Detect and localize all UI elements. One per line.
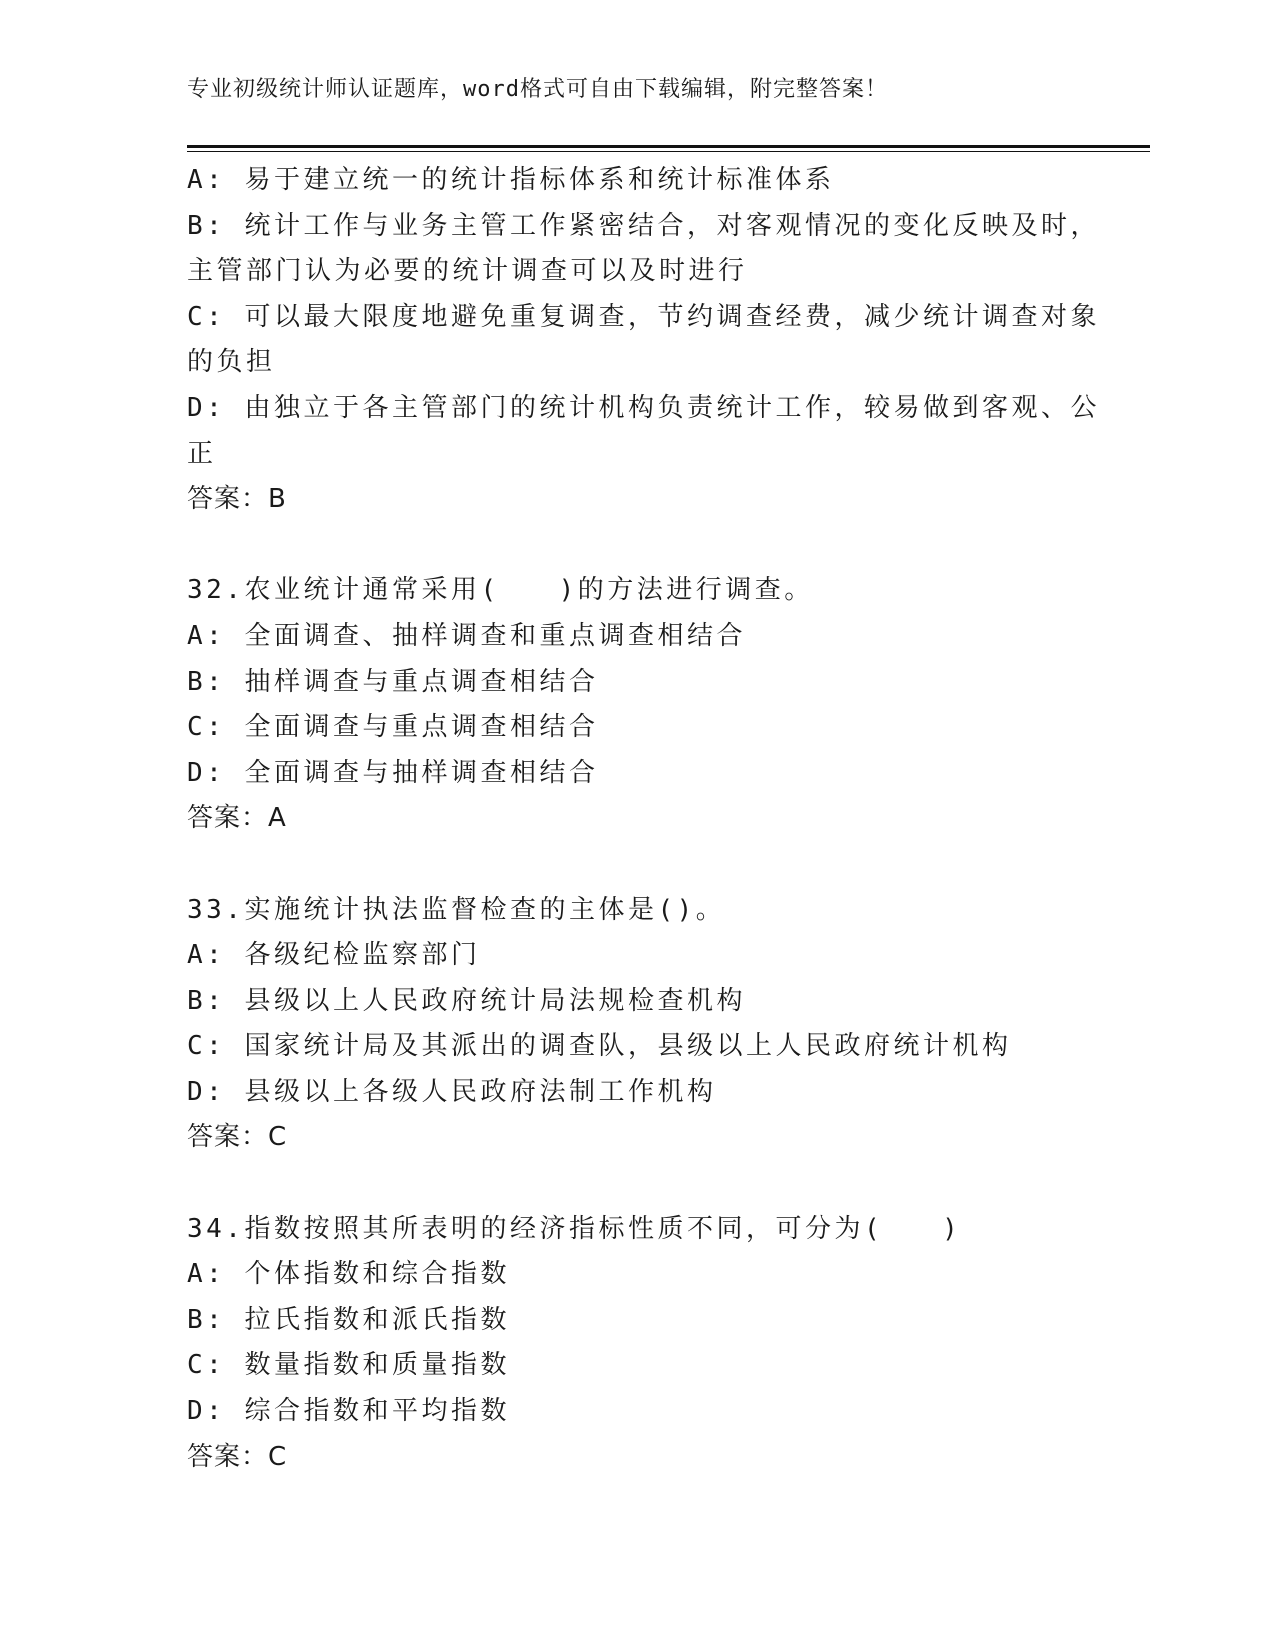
header-rule-thick bbox=[187, 145, 1150, 148]
option-line: C: 可以最大限度地避免重复调查，节约调查经费，减少统计调查对象 bbox=[187, 301, 1100, 332]
option-line: B: 统计工作与业务主管工作紧密结合，对客观情况的变化反映及时， bbox=[187, 210, 1100, 241]
option-line: D: 由独立于各主管部门的统计机构负责统计工作，较易做到客观、公 bbox=[187, 392, 1100, 423]
spacer bbox=[187, 523, 1087, 569]
spacer bbox=[187, 842, 1087, 888]
option-c: C: 数量指数和质量指数 bbox=[187, 1350, 510, 1381]
option-b: B: 县级以上人民政府统计局法规检查机构 bbox=[187, 985, 746, 1016]
option-a: A: 个体指数和综合指数 bbox=[187, 1259, 510, 1290]
option-b: B: 抽样调查与重点调查相结合 bbox=[187, 666, 599, 697]
question-block-continued bbox=[187, 158, 1100, 523]
option-line: 的负担 bbox=[187, 347, 276, 378]
option-b: B: 拉氏指数和派氏指数 bbox=[187, 1304, 510, 1335]
option-line: 正 bbox=[187, 438, 217, 469]
question-block bbox=[187, 568, 1087, 842]
option-c: C: 国家统计局及其派出的调查队，县级以上人民政府统计机构 bbox=[187, 1031, 1012, 1062]
question-stem: 32.农业统计通常采用( )的方法进行调查。 bbox=[187, 575, 814, 606]
answer-line: 答案：C bbox=[187, 1441, 288, 1472]
answer-line: 答案：C bbox=[187, 1122, 288, 1153]
option-c: C: 全面调查与重点调查相结合 bbox=[187, 712, 599, 743]
spacer bbox=[187, 1161, 1087, 1207]
header-rule-thin bbox=[187, 151, 1150, 152]
question-stem: 34.指数按照其所表明的经济指标性质不同，可分为( ) bbox=[187, 1213, 962, 1244]
question-block bbox=[187, 1207, 1087, 1481]
option-a: A: 各级纪检监察部门 bbox=[187, 940, 481, 971]
question-stem: 33.实施统计执法监督检查的主体是()。 bbox=[187, 894, 726, 925]
answer-line: 答案：A bbox=[187, 803, 287, 834]
option-a: A: 全面调查、抽样调查和重点调查相结合 bbox=[187, 620, 746, 651]
option-d: D: 全面调查与抽样调查相结合 bbox=[187, 757, 599, 788]
option-line: 主管部门认为必要的统计调查可以及时进行 bbox=[187, 256, 748, 287]
option-d: D: 县级以上各级人民政府法制工作机构 bbox=[187, 1076, 717, 1107]
question-block bbox=[187, 888, 1087, 1162]
option-line: A: 易于建立统一的统计指标体系和统计标准体系 bbox=[187, 165, 835, 195]
option-d: D: 综合指数和平均指数 bbox=[187, 1396, 510, 1427]
question-content bbox=[187, 158, 1100, 1480]
answer-line: 答案：B bbox=[187, 484, 287, 515]
document-header: 专业初级统计师认证题库，word格式可自由下载编辑，附完整答案！ bbox=[187, 77, 888, 102]
